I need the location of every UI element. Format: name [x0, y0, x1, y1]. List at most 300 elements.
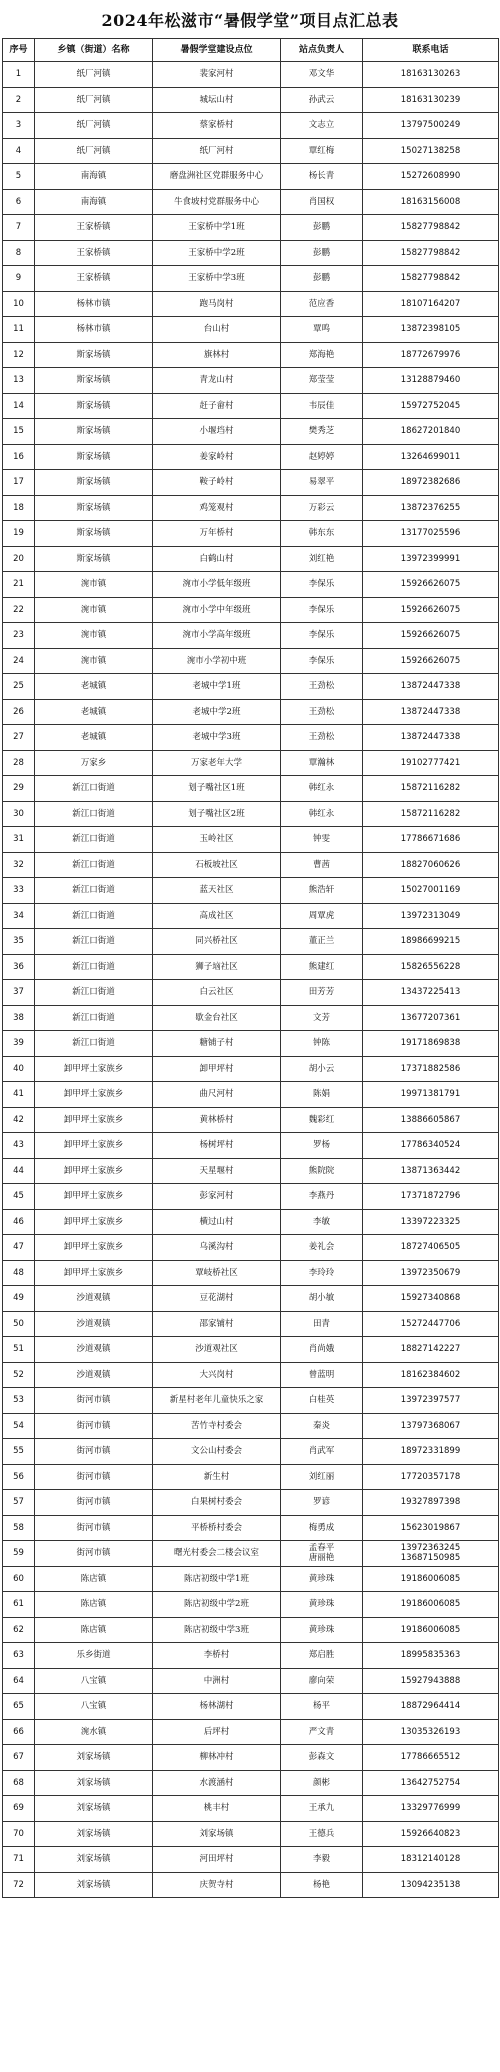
cell-phone: 19327897398: [363, 1490, 499, 1516]
cell-township: 新江口街道: [35, 1031, 153, 1057]
table-row: [3, 1770, 499, 1796]
cell-phone: 18163130239: [363, 87, 499, 113]
cell-phone: 15827798842: [363, 266, 499, 292]
cell-manager: 郑启胜: [281, 1643, 363, 1669]
cell-seq: 24: [3, 648, 35, 674]
table-row: [3, 674, 499, 700]
cell-site: 姜家岭村: [153, 444, 281, 470]
cell-township: 新江口街道: [35, 1005, 153, 1031]
cell-seq: 3: [3, 113, 35, 139]
cell-seq: 35: [3, 929, 35, 955]
cell-seq: 48: [3, 1260, 35, 1286]
cell-manager: 覃瀚林: [281, 750, 363, 776]
table-row: [3, 291, 499, 317]
table-row: [3, 1311, 499, 1337]
cell-township: 新江口街道: [35, 954, 153, 980]
cell-site: 新生村: [153, 1464, 281, 1490]
cell-township: 刘家场镇: [35, 1745, 153, 1771]
cell-township: 老城镇: [35, 674, 153, 700]
cell-phone: 18727406505: [363, 1235, 499, 1261]
page-title: 2024年松滋市“暑假学堂”项目点汇总表: [101, 10, 399, 30]
cell-seq: 15: [3, 419, 35, 445]
cell-seq: 4: [3, 138, 35, 164]
cell-manager: 熊建红: [281, 954, 363, 980]
cell-manager: 田芳芳: [281, 980, 363, 1006]
cell-township: 新江口街道: [35, 903, 153, 929]
cell-phone: 13872376255: [363, 495, 499, 521]
cell-seq: 27: [3, 725, 35, 751]
table-row: [3, 495, 499, 521]
summary-table: [2, 38, 499, 1898]
cell-phone: 18163156008: [363, 189, 499, 215]
cell-seq: 10: [3, 291, 35, 317]
cell-phone: 13677207361: [363, 1005, 499, 1031]
table-row: [3, 597, 499, 623]
table-row: [3, 215, 499, 241]
table-row: [3, 1439, 499, 1465]
cell-manager: 郑海艳: [281, 342, 363, 368]
table-row: [3, 368, 499, 394]
table-row: [3, 929, 499, 955]
cell-manager: 李保乐: [281, 572, 363, 598]
cell-township: 老城镇: [35, 699, 153, 725]
cell-township: 陈店镇: [35, 1592, 153, 1618]
table-row: [3, 1209, 499, 1235]
cell-manager: 李保乐: [281, 623, 363, 649]
cell-phone: 15272608990: [363, 164, 499, 190]
cell-phone-line: 13687150985: [400, 1553, 461, 1564]
cell-phone: 15827798842: [363, 215, 499, 241]
cell-manager: 文芳: [281, 1005, 363, 1031]
cell-township: 涴水镇: [35, 1719, 153, 1745]
cell-site: 新星村老年儿童快乐之家: [153, 1388, 281, 1414]
cell-manager: 韦辰佳: [281, 393, 363, 419]
cell-township: 南海镇: [35, 164, 153, 190]
cell-phone: 18107164207: [363, 291, 499, 317]
cell-site: 城坛山村: [153, 87, 281, 113]
cell-site: 牛食坡村党群服务中心: [153, 189, 281, 215]
cell-site: 桃丰村: [153, 1796, 281, 1822]
cell-manager: 陈娟: [281, 1082, 363, 1108]
cell-site: 石板坡社区: [153, 852, 281, 878]
cell-phone: 13886605867: [363, 1107, 499, 1133]
cell-site: 陈店初级中学3班: [153, 1617, 281, 1643]
table-row: [3, 113, 499, 139]
cell-site: 老城中学3班: [153, 725, 281, 751]
cell-seq: 69: [3, 1796, 35, 1822]
cell-seq: 23: [3, 623, 35, 649]
table-row: [3, 1490, 499, 1516]
cell-phone: 18995835363: [363, 1643, 499, 1669]
table-row: [3, 546, 499, 572]
cell-manager-line: 唐丽艳: [308, 1553, 335, 1564]
cell-seq: 56: [3, 1464, 35, 1490]
cell-phone: 15826556228: [363, 954, 499, 980]
cell-site: 天星堰村: [153, 1158, 281, 1184]
cell-seq: 60: [3, 1566, 35, 1592]
cell-seq: 71: [3, 1847, 35, 1873]
table-body: [3, 62, 499, 1898]
cell-township: 斯家场镇: [35, 342, 153, 368]
cell-seq: 68: [3, 1770, 35, 1796]
cell-phone: [363, 1541, 499, 1567]
cell-manager: 杨艳: [281, 1872, 363, 1898]
cell-site: 涴市小学初中班: [153, 648, 281, 674]
table-row: [3, 1694, 499, 1720]
cell-seq: 16: [3, 444, 35, 470]
table-row: [3, 1464, 499, 1490]
cell-manager: 罗杨: [281, 1133, 363, 1159]
cell-site: 杨林湖村: [153, 1694, 281, 1720]
cell-site: 涴市小学低年级班: [153, 572, 281, 598]
cell-phone: 15972752045: [363, 393, 499, 419]
cell-phone: 19186006085: [363, 1592, 499, 1618]
cell-phone: 13972397577: [363, 1388, 499, 1414]
cell-site: 文公山村委会: [153, 1439, 281, 1465]
cell-manager: 覃红梅: [281, 138, 363, 164]
cell-manager: 刘红丽: [281, 1464, 363, 1490]
table-row: [3, 903, 499, 929]
cell-site: 涴市小学高年级班: [153, 623, 281, 649]
cell-site: 黄林桥村: [153, 1107, 281, 1133]
cell-site: 蓝天社区: [153, 878, 281, 904]
cell-site: 旗林村: [153, 342, 281, 368]
cell-manager: 肖武军: [281, 1439, 363, 1465]
cell-seq: 13: [3, 368, 35, 394]
cell-site: 王家桥中学2班: [153, 240, 281, 266]
cell-site: 老城中学2班: [153, 699, 281, 725]
cell-seq: 47: [3, 1235, 35, 1261]
cell-site: 庆贺寺村: [153, 1872, 281, 1898]
cell-phone: 15827798842: [363, 240, 499, 266]
cell-phone: 13264699011: [363, 444, 499, 470]
cell-seq: 44: [3, 1158, 35, 1184]
cell-township: 新江口街道: [35, 929, 153, 955]
cell-township: 街河市镇: [35, 1464, 153, 1490]
cell-township: 南海镇: [35, 189, 153, 215]
table-row: [3, 1719, 499, 1745]
table-row: [3, 317, 499, 343]
cell-site: 大兴岗村: [153, 1362, 281, 1388]
cell-township: 卸甲坪土家族乡: [35, 1056, 153, 1082]
cell-phone: 15872116282: [363, 801, 499, 827]
cell-site: 河田坪村: [153, 1847, 281, 1873]
cell-manager: 曹茜: [281, 852, 363, 878]
cell-manager: 曾蓝明: [281, 1362, 363, 1388]
cell-site: 王家桥中学1班: [153, 215, 281, 241]
cell-manager: 李毅: [281, 1847, 363, 1873]
table-row: [3, 164, 499, 190]
cell-seq: 39: [3, 1031, 35, 1057]
cell-phone: 15272447706: [363, 1311, 499, 1337]
cell-township: 新江口街道: [35, 827, 153, 853]
table-row: [3, 1082, 499, 1108]
cell-seq: 29: [3, 776, 35, 802]
cell-phone: 13972313049: [363, 903, 499, 929]
cell-manager: 樊秀芝: [281, 419, 363, 445]
cell-seq: 34: [3, 903, 35, 929]
cell-township: 八宝镇: [35, 1668, 153, 1694]
table-row: [3, 725, 499, 751]
cell-phone: 15927943888: [363, 1668, 499, 1694]
table-row: [3, 1515, 499, 1541]
cell-township: 刘家场镇: [35, 1796, 153, 1822]
cell-township: 杨林市镇: [35, 291, 153, 317]
cell-phone: 15926626075: [363, 623, 499, 649]
cell-seq: 55: [3, 1439, 35, 1465]
cell-phone: 15927340868: [363, 1286, 499, 1312]
cell-manager: 魏彩红: [281, 1107, 363, 1133]
cell-phone: 19971381791: [363, 1082, 499, 1108]
cell-manager: 邓文华: [281, 62, 363, 88]
table-row: [3, 648, 499, 674]
cell-manager: 王劲松: [281, 674, 363, 700]
cell-township: 街河市镇: [35, 1439, 153, 1465]
table-row: [3, 1796, 499, 1822]
cell-phone: 18627201840: [363, 419, 499, 445]
cell-site: 划子嘴社区2班: [153, 801, 281, 827]
cell-seq: 9: [3, 266, 35, 292]
cell-site: 白鹤山村: [153, 546, 281, 572]
cell-township: 陈店镇: [35, 1617, 153, 1643]
cell-site: 王家桥中学3班: [153, 266, 281, 292]
cell-seq: 63: [3, 1643, 35, 1669]
cell-site: 青龙山村: [153, 368, 281, 394]
cell-township: 涴市镇: [35, 623, 153, 649]
table-row: [3, 878, 499, 904]
cell-site: 蔡家桥村: [153, 113, 281, 139]
cell-site: 陈店初级中学2班: [153, 1592, 281, 1618]
cell-seq: 22: [3, 597, 35, 623]
cell-manager: 罗谚: [281, 1490, 363, 1516]
cell-phone: 13128879460: [363, 368, 499, 394]
cell-phone: 18827142227: [363, 1337, 499, 1363]
cell-phone-line: 13972363245: [400, 1543, 461, 1554]
cell-phone: 13329776999: [363, 1796, 499, 1822]
cell-phone: 13437225413: [363, 980, 499, 1006]
cell-manager: 黄珍珠: [281, 1566, 363, 1592]
cell-township: 卸甲坪土家族乡: [35, 1082, 153, 1108]
cell-township: 新江口街道: [35, 980, 153, 1006]
table-row: [3, 1337, 499, 1363]
cell-township: 卸甲坪土家族乡: [35, 1184, 153, 1210]
table-row: [3, 776, 499, 802]
cell-manager: 严文青: [281, 1719, 363, 1745]
cell-manager: 周覃虎: [281, 903, 363, 929]
cell-seq: 67: [3, 1745, 35, 1771]
cell-site: 乌溪沟村: [153, 1235, 281, 1261]
cell-site: 杨树坪村: [153, 1133, 281, 1159]
table-row: [3, 62, 499, 88]
cell-township: 纸厂河镇: [35, 138, 153, 164]
cell-seq: 12: [3, 342, 35, 368]
cell-manager: 彭森文: [281, 1745, 363, 1771]
cell-phone: 15027001169: [363, 878, 499, 904]
cell-township: 刘家场镇: [35, 1770, 153, 1796]
table-row: [3, 1617, 499, 1643]
cell-manager: 田青: [281, 1311, 363, 1337]
cell-township: 街河市镇: [35, 1515, 153, 1541]
cell-township: 卸甲坪土家族乡: [35, 1235, 153, 1261]
cell-seq: 42: [3, 1107, 35, 1133]
cell-township: 斯家场镇: [35, 521, 153, 547]
cell-township: 街河市镇: [35, 1541, 153, 1567]
cell-site: 玉岭社区: [153, 827, 281, 853]
cell-manager: 万彩云: [281, 495, 363, 521]
cell-manager: 韩红永: [281, 776, 363, 802]
cell-township: 斯家场镇: [35, 495, 153, 521]
table-row: [3, 470, 499, 496]
cell-township: 斯家场镇: [35, 444, 153, 470]
cell-phone: 17720357178: [363, 1464, 499, 1490]
cell-seq: 54: [3, 1413, 35, 1439]
cell-site: 后坪村: [153, 1719, 281, 1745]
cell-township: 王家桥镇: [35, 266, 153, 292]
cell-site: 鞍子岭村: [153, 470, 281, 496]
cell-seq: 25: [3, 674, 35, 700]
header-seq: 序号: [3, 39, 35, 62]
cell-township: 卸甲坪土家族乡: [35, 1209, 153, 1235]
cell-manager: 姜礼会: [281, 1235, 363, 1261]
cell-phone: 13397223325: [363, 1209, 499, 1235]
cell-manager: 董正兰: [281, 929, 363, 955]
cell-manager: 胡小敏: [281, 1286, 363, 1312]
table-row: [3, 1133, 499, 1159]
table-row: [3, 1872, 499, 1898]
cell-site: 苦竹寺村委会: [153, 1413, 281, 1439]
table-row: [3, 1235, 499, 1261]
cell-seq: 37: [3, 980, 35, 1006]
cell-site: 同兴桥社区: [153, 929, 281, 955]
cell-manager: 李燕丹: [281, 1184, 363, 1210]
header-township: 乡镇（街道）名称: [35, 39, 153, 62]
cell-township: 斯家场镇: [35, 419, 153, 445]
cell-seq: 18: [3, 495, 35, 521]
cell-seq: 41: [3, 1082, 35, 1108]
cell-township: 新江口街道: [35, 878, 153, 904]
cell-manager: 黄珍珠: [281, 1617, 363, 1643]
cell-township: 街河市镇: [35, 1388, 153, 1414]
cell-phone: 17786671686: [363, 827, 499, 853]
cell-phone: 13972350679: [363, 1260, 499, 1286]
table-row: [3, 1260, 499, 1286]
cell-seq: 8: [3, 240, 35, 266]
table-row: [3, 1362, 499, 1388]
cell-manager: 王劲松: [281, 725, 363, 751]
cell-township: 沙道观镇: [35, 1337, 153, 1363]
cell-seq: 58: [3, 1515, 35, 1541]
cell-manager: 杨平: [281, 1694, 363, 1720]
cell-phone: 13872447338: [363, 674, 499, 700]
table-row: [3, 827, 499, 853]
cell-seq: 57: [3, 1490, 35, 1516]
cell-phone: 15027138258: [363, 138, 499, 164]
cell-township: 卸甲坪土家族乡: [35, 1260, 153, 1286]
cell-seq: 28: [3, 750, 35, 776]
cell-manager: 颜彬: [281, 1770, 363, 1796]
cell-manager: 李保乐: [281, 648, 363, 674]
cell-township: 刘家场镇: [35, 1821, 153, 1847]
cell-township: 涴市镇: [35, 572, 153, 598]
cell-seq: 49: [3, 1286, 35, 1312]
table-row: [3, 1745, 499, 1771]
cell-seq: 20: [3, 546, 35, 572]
table-row: [3, 521, 499, 547]
cell-site: 赶子畲村: [153, 393, 281, 419]
cell-phone: 17786340524: [363, 1133, 499, 1159]
table-row: [3, 801, 499, 827]
header-manager: 站点负责人: [281, 39, 363, 62]
cell-manager: 李敏: [281, 1209, 363, 1235]
cell-manager: 王德兵: [281, 1821, 363, 1847]
cell-manager: 钟陈: [281, 1031, 363, 1057]
cell-seq: 38: [3, 1005, 35, 1031]
table-row: [3, 1107, 499, 1133]
cell-seq: 26: [3, 699, 35, 725]
cell-manager: 白桂英: [281, 1388, 363, 1414]
cell-manager: 胡小云: [281, 1056, 363, 1082]
cell-manager: 郑莹莹: [281, 368, 363, 394]
table-row: [3, 1056, 499, 1082]
cell-site: 李桥村: [153, 1643, 281, 1669]
cell-phone: 18872964414: [363, 1694, 499, 1720]
cell-site: 刘家场镇: [153, 1821, 281, 1847]
cell-seq: 62: [3, 1617, 35, 1643]
cell-site: 涴市小学中年级班: [153, 597, 281, 623]
cell-township: 万家乡: [35, 750, 153, 776]
cell-manager: 王劲松: [281, 699, 363, 725]
cell-site: 平桥桥村委会: [153, 1515, 281, 1541]
cell-township: 新江口街道: [35, 801, 153, 827]
cell-manager: 易翠平: [281, 470, 363, 496]
cell-manager: 秦炎: [281, 1413, 363, 1439]
cell-township: 新江口街道: [35, 852, 153, 878]
cell-township: 街河市镇: [35, 1490, 153, 1516]
cell-township: 斯家场镇: [35, 546, 153, 572]
cell-seq: 19: [3, 521, 35, 547]
cell-phone: 15872116282: [363, 776, 499, 802]
cell-township: 新江口街道: [35, 776, 153, 802]
cell-site: 曙光村委会二楼会议室: [153, 1541, 281, 1567]
cell-seq: 36: [3, 954, 35, 980]
cell-phone: 15926626075: [363, 597, 499, 623]
cell-manager: 赵婷婷: [281, 444, 363, 470]
cell-manager: 钟雯: [281, 827, 363, 853]
cell-township: 陈店镇: [35, 1566, 153, 1592]
cell-phone: 15926640823: [363, 1821, 499, 1847]
cell-manager: 熊浩轩: [281, 878, 363, 904]
cell-phone: 13872447338: [363, 725, 499, 751]
table-row: [3, 342, 499, 368]
cell-phone: 13797368067: [363, 1413, 499, 1439]
cell-seq: 61: [3, 1592, 35, 1618]
cell-site: 裴家河村: [153, 62, 281, 88]
cell-site: 老城中学1班: [153, 674, 281, 700]
cell-township: 纸厂河镇: [35, 113, 153, 139]
cell-township: 卸甲坪土家族乡: [35, 1133, 153, 1159]
cell-phone: 13872398105: [363, 317, 499, 343]
cell-site: 划子嘴社区1班: [153, 776, 281, 802]
cell-phone: 17786665512: [363, 1745, 499, 1771]
table-row: [3, 1668, 499, 1694]
cell-township: 王家桥镇: [35, 240, 153, 266]
cell-phone: 18827060626: [363, 852, 499, 878]
table-row: [3, 1413, 499, 1439]
header-phone: 联系电话: [363, 39, 499, 62]
cell-manager: 熊院院: [281, 1158, 363, 1184]
cell-manager: 文志立: [281, 113, 363, 139]
cell-phone: 13094235138: [363, 1872, 499, 1898]
